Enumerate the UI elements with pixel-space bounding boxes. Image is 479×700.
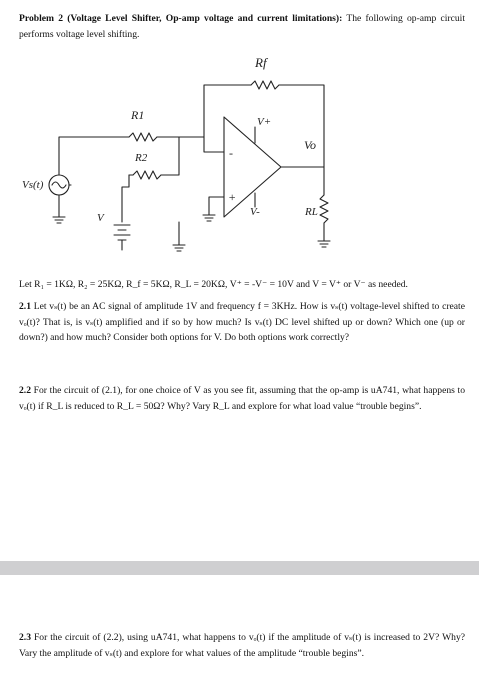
battery-v [114, 225, 130, 240]
label-v: V [97, 212, 104, 224]
question-2-1-label: 2.1 [19, 301, 31, 312]
rf-resistor [251, 81, 279, 89]
label-r1: R1 [131, 108, 145, 122]
problem-2-intro: The following op-amp circuit performs voltage level shifting. [19, 13, 465, 40]
label-vo: Vo [304, 138, 316, 152]
problem-2-heading [19, 11, 465, 42]
question-2-2 [19, 383, 465, 414]
label-r2: R2 [135, 152, 148, 164]
question-2-3-label: 2.3 [19, 632, 31, 643]
label-vs: Vs(t) [22, 179, 44, 191]
r2-resistor [133, 171, 161, 179]
r1-resistor [129, 133, 157, 141]
plus-input-ground [203, 215, 215, 221]
question-2-3-text: For the circuit of (2.2), using uA741, what happens to vₒ(t) if the amplitude of vₛ(t) is increased to 2V? Why? Vary the amplitude of vₛ(t) and explore for what values of the amplitude “trouble begins”. [19, 632, 465, 659]
circuit-diagram [19, 47, 359, 257]
label-rf: Rf [255, 55, 267, 70]
label-vminus: V- [250, 206, 260, 218]
problem-2-title: Problem 2 (Voltage Level Shifter, Op-amp voltage and current limitations): [19, 13, 343, 24]
label-minus-sign: - [229, 146, 233, 160]
label-vplus: V+ [257, 116, 272, 128]
extra-ground [173, 245, 185, 251]
question-2-1-text: Let vₛ(t) be an AC signal of amplitude 1V and frequency f = 3KHz. How is vₛ(t) voltage-level shifted to create vₒ(t)? That is, is vₛ(t) amplified and if so by how much? Is vₛ(t) DC level shifted up or down? Which one (up or down?) and how much? Consider both options for V. Do both options work correctly? [19, 301, 465, 343]
label-rl: RL [305, 206, 318, 218]
ac-source-symbol [52, 182, 66, 188]
rl-ground [318, 241, 330, 247]
question-2-3 [19, 630, 465, 661]
label-plus-sign: + [228, 190, 237, 204]
question-2-1 [19, 299, 465, 346]
given-values: Let R₁ = 1KΩ, R₂ = 25KΩ, R_f = 5KΩ, R_L = 20KΩ, V⁺ = -V⁻ = 10V and V = V⁺ or V⁻ as needed. [19, 279, 408, 290]
question-2-2-text: For the circuit of (2.1), for one choice of V as you see fit, assuming that the op-amp is uA741, what happens to vₒ(t) if R_L is reduced to R_L = 50Ω? Why? Vary R_L and explore for what load value “trouble begins”. [19, 385, 465, 412]
question-2-2-label: 2.2 [19, 385, 31, 396]
section-divider [0, 561, 479, 575]
source-ground [53, 217, 65, 223]
rl-resistor [320, 195, 328, 223]
